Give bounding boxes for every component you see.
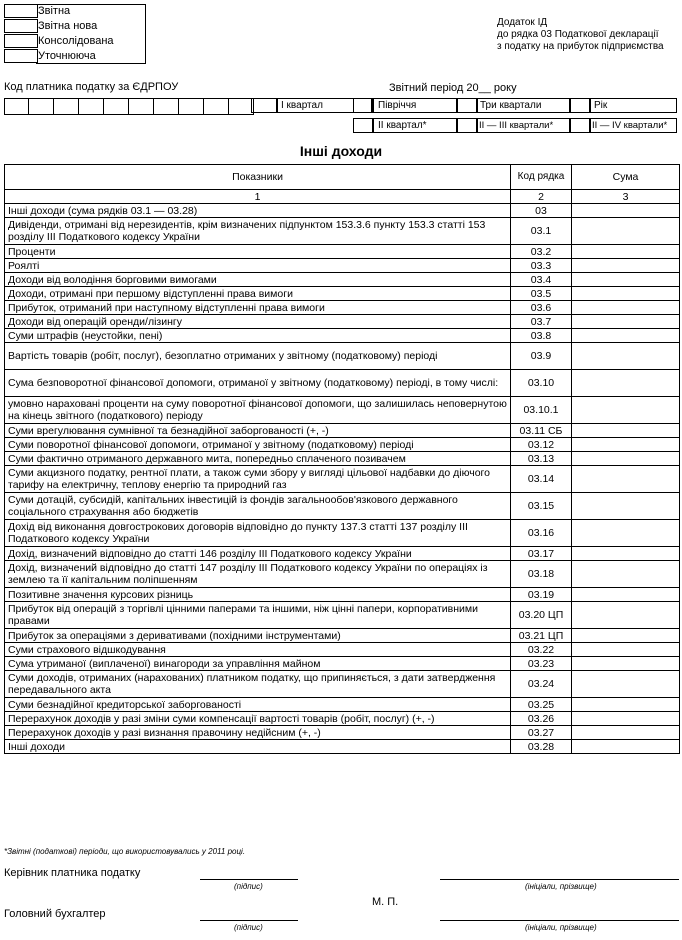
row-amount-input[interactable] <box>572 520 680 547</box>
code-cell[interactable] <box>29 98 54 115</box>
period-year-label: Рік <box>594 100 608 111</box>
head-initials-line[interactable] <box>440 879 679 880</box>
table-row <box>5 259 680 273</box>
row-indicator: Суми врегулювання сумнівної та безнадійної заборгованості (+, -) <box>5 424 511 438</box>
row-amount-input[interactable] <box>572 671 680 698</box>
row-code: 03.23 <box>511 657 572 671</box>
row-indicator: Інші доходи <box>5 740 511 754</box>
appendix-title: Додаток ІД <box>497 17 548 28</box>
col-number-2: 2 <box>511 190 572 204</box>
code-cell[interactable] <box>4 98 29 115</box>
table-row <box>5 329 680 343</box>
accountant-initials-caption: (ініціали, прізвище) <box>525 923 597 932</box>
row-amount-input[interactable] <box>572 726 680 740</box>
page-title: Інші доходи <box>299 143 383 159</box>
row-code: 03.22 <box>511 643 572 657</box>
status-checkbox-clarifying[interactable] <box>4 49 38 63</box>
head-signature-line[interactable] <box>200 879 298 880</box>
table-header-row <box>5 165 680 190</box>
head-initials-caption: (ініціали, прізвище) <box>525 882 597 891</box>
row-amount-input[interactable] <box>572 643 680 657</box>
table-row <box>5 547 680 561</box>
table-row <box>5 493 680 520</box>
table-row <box>5 245 680 259</box>
row-code: 03.14 <box>511 466 572 493</box>
row-code: 03.26 <box>511 712 572 726</box>
row-amount-input[interactable] <box>572 493 680 520</box>
row-amount-input[interactable] <box>572 329 680 343</box>
period-checkbox-half-year[interactable] <box>353 98 373 113</box>
row-code: 03.5 <box>511 287 572 301</box>
row-indicator: Суми страхового відшкодування <box>5 643 511 657</box>
accountant-signature-line[interactable] <box>200 920 298 921</box>
row-amount-input[interactable] <box>572 547 680 561</box>
row-indicator: Прибуток від операцій з торгівлі цінними паперами та іншими, ніж цінні папери, корпоративними правами <box>5 602 511 629</box>
row-amount-input[interactable] <box>572 452 680 466</box>
table-row <box>5 287 680 301</box>
status-label-clarifying: Уточнююча <box>38 50 96 62</box>
status-checkbox-reporting[interactable] <box>4 4 38 18</box>
row-code: 03.1 <box>511 218 572 245</box>
row-indicator: Дохід, визначений відповідно до статті 147 розділу ІІІ Податкового кодексу України по операціях із землею та її капітальним поліпшенням <box>5 561 511 588</box>
row-code: 03.19 <box>511 588 572 602</box>
row-indicator: Позитивне значення курсових різниць <box>5 588 511 602</box>
row-code: 03.25 <box>511 698 572 712</box>
table-row <box>5 740 680 754</box>
row-indicator: Суми доходів, отриманих (нарахованих) платником податку, що припиняється, з дати затвердження передавального акта <box>5 671 511 698</box>
row-code: 03.3 <box>511 259 572 273</box>
status-checkbox-new-reporting[interactable] <box>4 19 38 33</box>
period-checkbox-three-quarters[interactable] <box>457 98 477 113</box>
status-label-new-reporting: Звітна нова <box>38 20 98 32</box>
row-amount-input[interactable] <box>572 397 680 424</box>
row-code: 03.18 <box>511 561 572 588</box>
row-indicator: Доходи, отримані при першому відступленні права вимоги <box>5 287 511 301</box>
taxpayer-code-label: Код платника податку за ЄДРПОУ <box>4 81 179 93</box>
table-row <box>5 466 680 493</box>
row-indicator: Суми штрафів (неустойки, пені) <box>5 329 511 343</box>
code-cell[interactable] <box>54 98 79 115</box>
period-checkbox-year[interactable] <box>570 98 590 113</box>
row-indicator: Суми акцизного податку, рентної плати, а також суми збору у вигляді цільової надбавки до діючого тарифу на електричну, теплову енергію та природний газ <box>5 466 511 493</box>
row-amount-input[interactable] <box>572 204 680 218</box>
table-row <box>5 438 680 452</box>
period-checkbox-q1[interactable] <box>251 98 277 113</box>
table-row <box>5 343 680 370</box>
row-amount-input[interactable] <box>572 629 680 643</box>
status-checkbox-consolidated[interactable] <box>4 34 38 48</box>
row-indicator: Дохід, визначений відповідно до статті 146 розділу ІІІ Податкового кодексу України <box>5 547 511 561</box>
row-amount-input[interactable] <box>572 438 680 452</box>
income-table <box>4 164 680 754</box>
footnote: *Звітні (податкові) періоди, що використовувались у 2011 році. <box>4 847 246 856</box>
row-amount-input[interactable] <box>572 287 680 301</box>
table-row <box>5 602 680 629</box>
row-amount-input[interactable] <box>572 712 680 726</box>
period-q2-q4-label: ІІ — ІV квартали* <box>592 120 668 131</box>
table-row <box>5 588 680 602</box>
row-code: 03.6 <box>511 301 572 315</box>
row-amount-input[interactable] <box>572 259 680 273</box>
row-amount-input[interactable] <box>572 561 680 588</box>
accountant-signature-caption: (підпис) <box>234 923 263 932</box>
header-indicators: Показники <box>5 165 511 190</box>
row-amount-input[interactable] <box>572 657 680 671</box>
row-code: 03.7 <box>511 315 572 329</box>
row-indicator: Дивіденди, отримані від нерезидентів, крім визначених підпунктом 153.3.6 пункту 153.3 статті 153 розділу ІІІ Податкового кодексу України <box>5 218 511 245</box>
status-label-reporting: Звітна <box>38 5 71 17</box>
row-code: 03.8 <box>511 329 572 343</box>
row-amount-input[interactable] <box>572 343 680 370</box>
row-code: 03.17 <box>511 547 572 561</box>
period-checkbox-q2-q4[interactable] <box>570 118 590 133</box>
row-indicator: Сума безповоротної фінансової допомоги, отриманої у звітному (податковому) періоді, в тому числі: <box>5 370 511 397</box>
row-code: 03.13 <box>511 452 572 466</box>
table-row <box>5 452 680 466</box>
table-row <box>5 726 680 740</box>
table-row <box>5 424 680 438</box>
stamp-place: М. П. <box>372 896 399 908</box>
row-indicator: Сума утриманої (виплаченої) винагороди за управління майном <box>5 657 511 671</box>
row-amount-input[interactable] <box>572 698 680 712</box>
row-amount-input[interactable] <box>572 301 680 315</box>
row-code: 03.24 <box>511 671 572 698</box>
row-amount-input[interactable] <box>572 466 680 493</box>
head-label: Керівник платника податку <box>4 867 141 879</box>
row-amount-input[interactable] <box>572 602 680 629</box>
row-indicator: Доходи від володіння борговими вимогами <box>5 273 511 287</box>
table-row <box>5 273 680 287</box>
table-row <box>5 712 680 726</box>
col-number-3: 3 <box>572 190 680 204</box>
accountant-initials-line[interactable] <box>440 920 679 921</box>
head-signature-caption: (підпис) <box>234 882 263 891</box>
row-code: 03.4 <box>511 273 572 287</box>
row-code: 03.12 <box>511 438 572 452</box>
row-indicator: Суми фактично отриманого державного мита, попередньо сплаченого позивачем <box>5 452 511 466</box>
row-indicator: Перерахунок доходів у разі зміни суми компенсації вартості товарів (робіт, послуг) (+, -) <box>5 712 511 726</box>
row-indicator: Перерахунок доходів у разі визнання правочину недійсним (+, -) <box>5 726 511 740</box>
period-three-quarters-label: Три квартали <box>480 100 542 111</box>
header-amount: Сума <box>572 165 680 190</box>
period-q2-q3-label: ІІ — ІІІ квартали* <box>479 120 554 131</box>
accountant-label: Головний бухгалтер <box>4 908 106 920</box>
row-indicator: Проценти <box>5 245 511 259</box>
row-code: 03.16 <box>511 520 572 547</box>
row-indicator: Суми дотацій, субсидій, капітальних інвестицій із фондів загальнообов'язкового державного соціального страхування або бюджетів <box>5 493 511 520</box>
period-checkbox-q2-q3[interactable] <box>457 118 477 133</box>
table-row <box>5 561 680 588</box>
status-box-frame <box>36 4 146 64</box>
code-cell[interactable] <box>79 98 104 115</box>
row-amount-input[interactable] <box>572 245 680 259</box>
row-code: 03.10 <box>511 370 572 397</box>
row-code: 03.21 ЦП <box>511 629 572 643</box>
row-indicator: Інші доходи (сума рядків 03.1 — 03.28) <box>5 204 511 218</box>
row-code: 03.10.1 <box>511 397 572 424</box>
taxpayer-code-cells <box>4 98 254 115</box>
row-indicator: умовно нараховані проценти на суму поворотної фінансової допомоги, що залишилась неповернутою на кінець звітного (податкового) періоду <box>5 397 511 424</box>
appendix-note <box>497 17 664 53</box>
table-row <box>5 397 680 424</box>
table-row <box>5 301 680 315</box>
row-amount-input[interactable] <box>572 370 680 397</box>
table-row <box>5 657 680 671</box>
row-amount-input[interactable] <box>572 218 680 245</box>
row-code: 03.11 СБ <box>511 424 572 438</box>
code-cell[interactable] <box>204 98 229 115</box>
table-row <box>5 629 680 643</box>
table-row <box>5 204 680 218</box>
appendix-line-2: до рядка 03 Податкової декларації <box>497 29 659 40</box>
row-indicator: Вартість товарів (робіт, послуг), безоплатно отриманих у звітному (податковому) періоді <box>5 343 511 370</box>
period-label: Звітний період 20__ року <box>389 82 517 94</box>
row-code: 03.28 <box>511 740 572 754</box>
row-indicator: Суми безнадійної кредиторської заборгованості <box>5 698 511 712</box>
table-row <box>5 643 680 657</box>
row-amount-input[interactable] <box>572 273 680 287</box>
status-label-consolidated: Консолідована <box>38 35 114 47</box>
row-indicator: Доходи від операцій оренди/лізингу <box>5 315 511 329</box>
table-row <box>5 520 680 547</box>
row-indicator: Дохід від виконання довгострокових договорів відповідно до пункту 137.3 статті 137 розділу ІІІ Податкового кодексу України <box>5 520 511 547</box>
row-code: 03 <box>511 204 572 218</box>
col-number-1: 1 <box>5 190 511 204</box>
row-indicator: Роялті <box>5 259 511 273</box>
row-indicator: Прибуток за операціями з деривативами (похідними інструментами) <box>5 629 511 643</box>
table-row <box>5 671 680 698</box>
code-cell[interactable] <box>179 98 204 115</box>
row-amount-input[interactable] <box>572 588 680 602</box>
period-checkbox-q2[interactable] <box>353 118 373 133</box>
table-row <box>5 315 680 329</box>
row-code: 03.20 ЦП <box>511 602 572 629</box>
table-row <box>5 370 680 397</box>
appendix-line-3: з податку на прибуток підприємства <box>497 41 664 52</box>
header-row-code: Код рядка <box>511 165 572 190</box>
period-q1-label: І квартал <box>281 100 323 111</box>
table-column-numbers <box>5 190 680 204</box>
period-half-year-label: Півріччя <box>378 100 417 111</box>
period-q2-label: ІІ квартал* <box>378 120 427 131</box>
code-cell[interactable] <box>129 98 154 115</box>
row-code: 03.2 <box>511 245 572 259</box>
table-row <box>5 218 680 245</box>
row-indicator: Суми поворотної фінансової допомоги, отриманої у звітному (податковому) періоді <box>5 438 511 452</box>
row-code: 03.15 <box>511 493 572 520</box>
row-amount-input[interactable] <box>572 315 680 329</box>
code-cell[interactable] <box>104 98 129 115</box>
row-code: 03.9 <box>511 343 572 370</box>
row-indicator: Прибуток, отриманий при наступному відступленні права вимоги <box>5 301 511 315</box>
code-cell[interactable] <box>154 98 179 115</box>
table-row <box>5 698 680 712</box>
row-amount-input[interactable] <box>572 424 680 438</box>
row-code: 03.27 <box>511 726 572 740</box>
row-amount-input[interactable] <box>572 740 680 754</box>
